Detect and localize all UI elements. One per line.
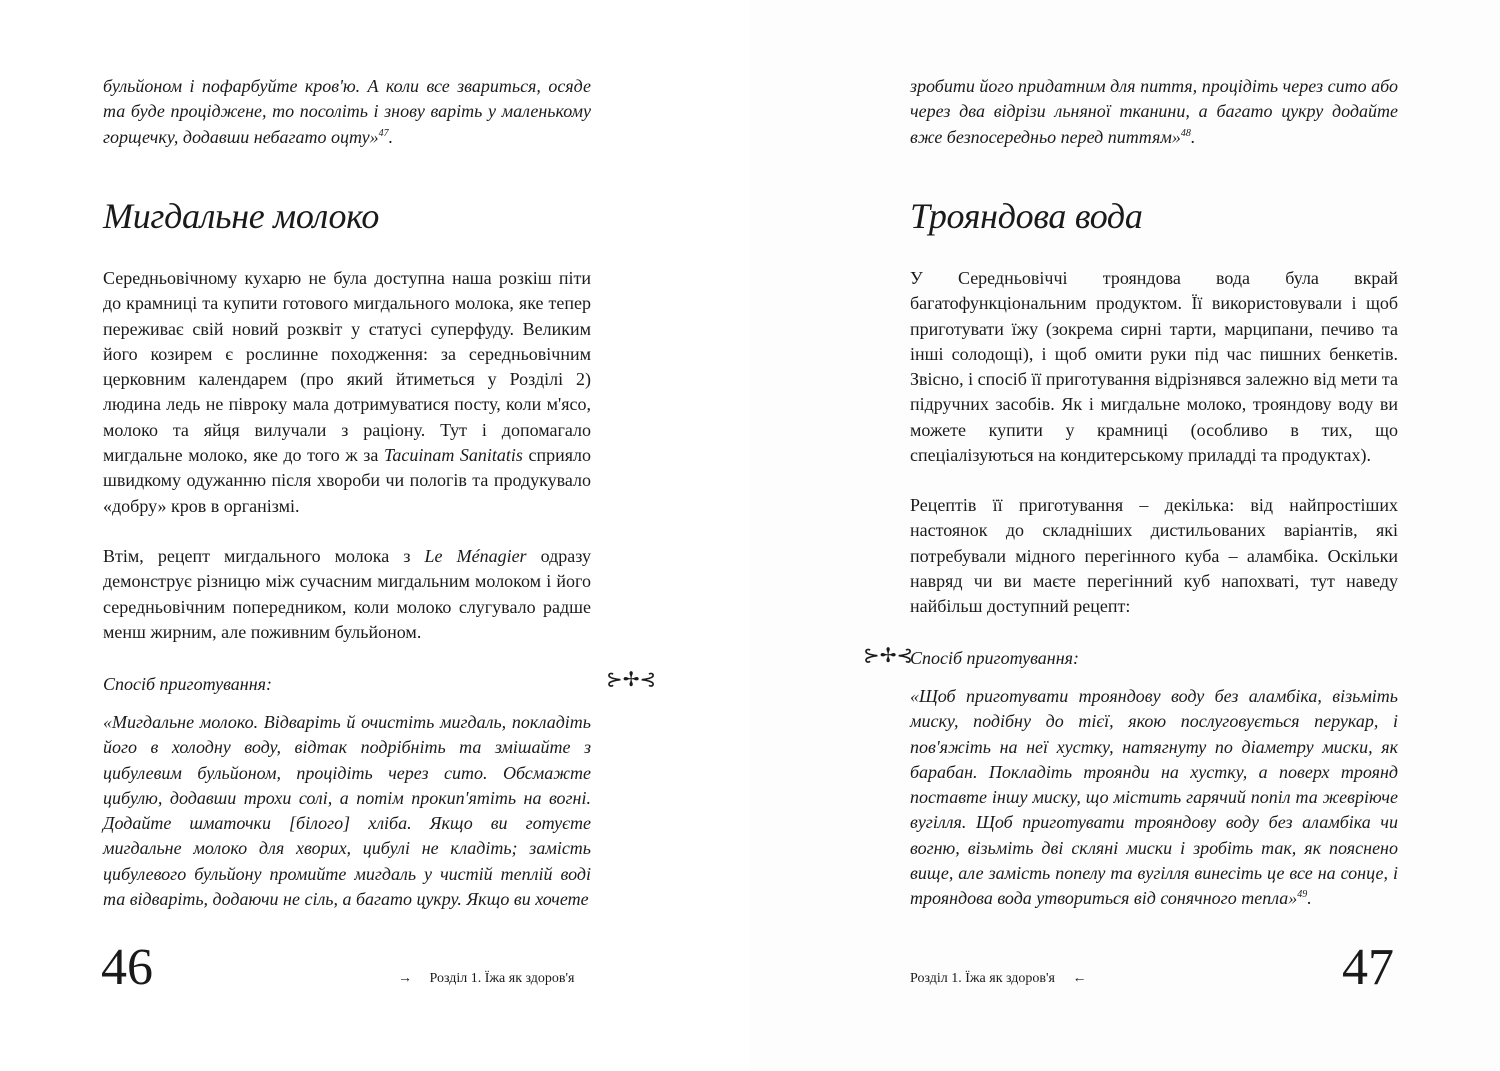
- body-paragraph: Середньовічному кухарю не була доступна наша розкіш піти до крамниці та купити готового мигдального молока, яке тепер переживає свій новий розквіт у статусі суперфуду. Великим його козирем є рослинне походження: за середньовічним церковним календарем (про який йтиметься у Розділі 2) людина ледь не півроку мала дотримуватися посту, коли м'ясо, молоко та яйця вилучали з раціону. Тут і допомагало мигдальне молоко, яке до того ж за Tacuinam Sanitatis сприяло швидкому одужанню після хвороби чи пологів та продукувало «добру» кров в організмі.: [103, 268, 592, 516]
- running-head: Розділ 1. Їжа як здоров'я ←: [910, 971, 1087, 986]
- recipe-quote: «Мигдальне молоко. Відваріть й очистіть мигдаль, покладіть його в холодну воду, відтак подрібніть та змішайте з цибулевим бульйоном, процідіть через сито. Обсмажте цибулю, додавши трохи солі, а потім прокип'ятіть на вогні. Додайте шматочки [білого] хліба. Якщо ви готуєте мигдальне молоко для хворих, цибулі не кладіть; замість цибулевого бульйону промийте мигдаль у чистій теплій воді та відваріть, додаючи не сіль, а багато цукру. Якщо ви хочете: [103, 712, 591, 910]
- right-page: [750, 0, 1500, 1071]
- arrow-right-icon: →: [398, 971, 412, 986]
- method-label: Спосіб приготування:: [103, 674, 273, 694]
- arrow-left-icon: ←: [1072, 971, 1087, 986]
- book-title: Le Ménagier: [424, 546, 527, 566]
- footnote-ref: 48: [1180, 127, 1191, 139]
- body-paragraph: У Середньовіччі трояндова вода була вкрай багатофункціональним продуктом. Її використовували і щоб приготувати їжу (зокрема сирні тарти, марципани, печиво та інші солодощі), і щоб омити руки під час пишних бенкетів. Звісно, і спосіб її приготування відрізнявся залежно від мети та підручних засобів. Як і мигдальне молоко, трояндову воду ви можете купити у крамниці (особливо в тих, що спеціалізуються на кондитерському приладді та продуктах).: [910, 268, 1399, 466]
- intro-quote-block: [910, 74, 1398, 150]
- page-number: 47: [1342, 939, 1394, 996]
- page-number: 46: [101, 939, 153, 996]
- footnote-ref: 47: [378, 127, 389, 139]
- method-label: Спосіб приготування:: [910, 648, 1080, 668]
- recipe-quote: «Щоб приготувати трояндову воду без аламбіка, візьміть миску, подібну до тієї, якою послуговується перукар, і пов'яжіть на неї хустку, натягнуту по діаметру миски, як барабан. Покладіть троянди на хустку, а поверх троянд поставте іншу миску, що містить гарячий попіл та жевріюче вугілля. Щоб приготувати трояндову воду без аламбіка чи вогню, візьміть дві скляні миски і зробіть так, як пояснено вище, але замість попелу та вугілля винесіть це все на сонце, і трояндова вода утвориться від сонячного тепла»$^{49}$.: [910, 686, 1398, 909]
- section-heading: Мигдальне молоко: [103, 196, 380, 236]
- footnote-ref: 49: [1297, 889, 1308, 901]
- book-title: Tacuinam Sanitatis: [383, 445, 523, 466]
- body-paragraph: Втім, рецепт мигдального молока з Le Ménagier одразу демонструє різницю між сучасним мигдальним молоком і його середньовічним попередником, коли молоко слугувало радше менш жирним, але поживним бульйоном.: [103, 546, 592, 642]
- running-head: → Розділ 1. Їжа як здоров'я: [398, 971, 575, 986]
- intro-quote: бульйоном і пофарбуйте кров'ю. А коли все звариться, осяде та буде проціджене, то посоліть і знову варіть у маленькому горщечку, додавши небагато оцту»$^{47}$.: [103, 76, 591, 147]
- intro-quote: зробити його придатним для пиття, процідіть через сито або через два відрізи льняної тканини, а багато цукру додайте вже безпосередньо перед питтям»$^{48}$.: [910, 76, 1398, 147]
- intro-quote-block: [103, 74, 591, 150]
- section-heading: Трояндова вода: [910, 196, 1143, 236]
- ornament-icon: ⊱✢⊰: [606, 669, 657, 691]
- body-paragraph: Рецептів її приготування – декілька: від найпростіших настоянок до складніших дистильованих варіантів, які потребували мідного перегінного куба – аламбіка. Оскільки навряд чи ви маєте перегінний куб напохваті, тут наведу найбільш доступний рецепт:: [910, 495, 1398, 617]
- ornament-icon: ⊱✢⊰: [863, 645, 914, 667]
